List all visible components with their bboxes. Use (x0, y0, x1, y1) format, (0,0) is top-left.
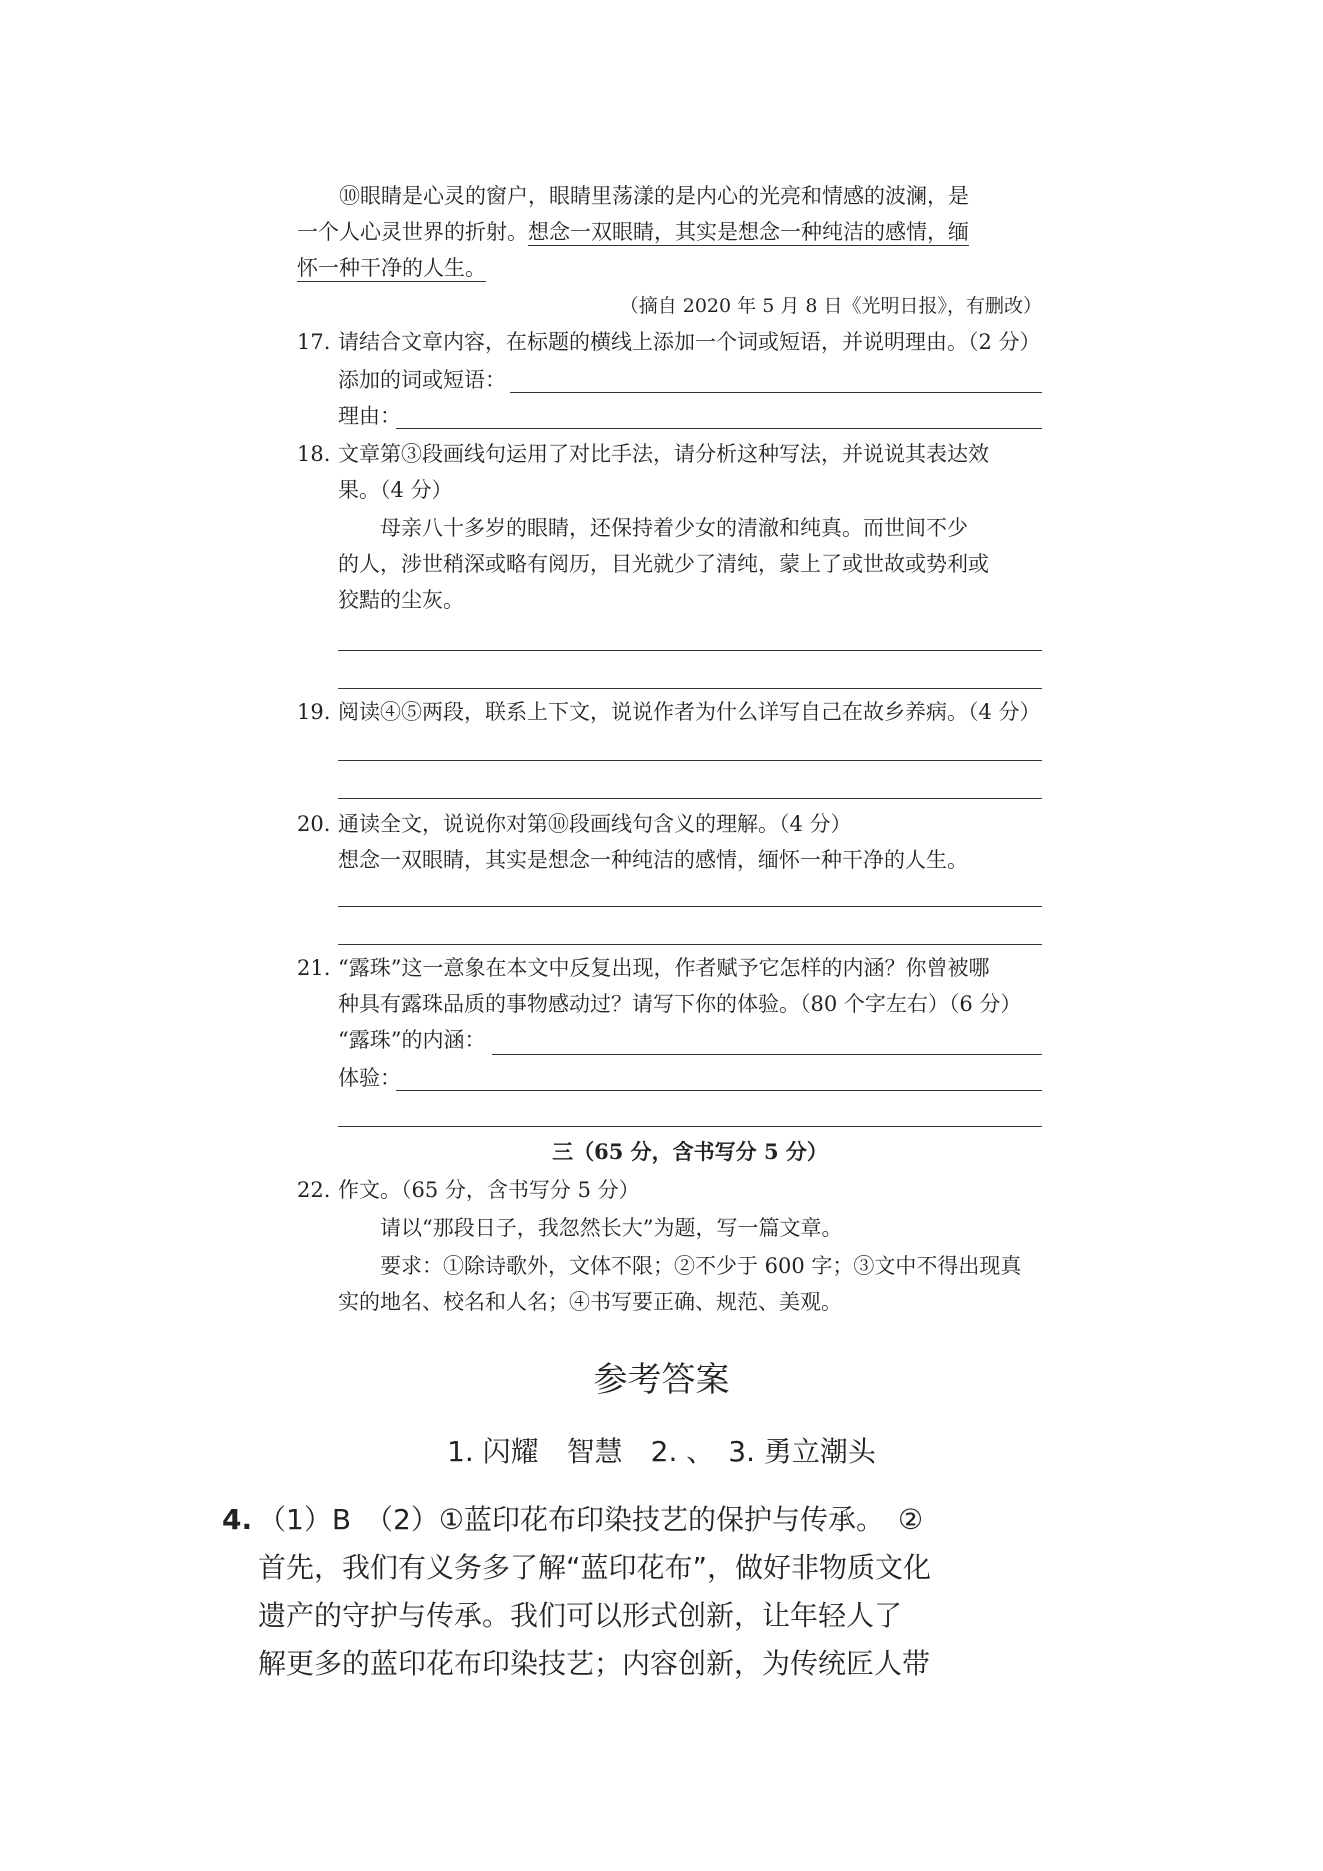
passage-source: （摘自 2020 年 5 月 8 日《光明日报》，有删改） (619, 295, 1042, 317)
q17-text: 请结合文章内容，在标题的横线上添加一个词或短语，并说明理由。（2 分） (338, 330, 1041, 354)
q17-label-word: 添加的词或短语： (338, 368, 506, 392)
q17-number: 17. (297, 330, 331, 354)
q18-answer-line-1[interactable] (338, 650, 1042, 651)
answer-4-line4: 解更多的蓝印花布印染技艺；内容创新，为传统匠人带 (258, 1647, 931, 1680)
q20-text: 通读全文，说说你对第⑩段画线句含义的理解。（4 分） (338, 812, 852, 836)
q21-experience-answer-line-2[interactable] (338, 1126, 1042, 1127)
answer-4-line2: 首先，我们有义务多了解“蓝印花布”，做好非物质文化 (258, 1551, 932, 1584)
q21-text-line1: “露珠”这一意象在本文中反复出现，作者赋予它怎样的内涵？你曾被哪 (338, 956, 990, 980)
q19-number: 19. (297, 700, 331, 724)
q21-label-experience: 体验： (338, 1066, 401, 1090)
passage-p10-plain: 一个人心灵世界的折射。 (297, 220, 528, 244)
q22-requirements-line2: 实的地名、校名和人名；④书写要正确、规范、美观。 (338, 1290, 842, 1314)
q21-connotation-answer-line[interactable] (492, 1054, 1042, 1055)
q18-text-line1: 文章第③段画线句运用了对比手法，请分析这种写法，并说说其表达效 (338, 442, 989, 466)
q17-label-reason: 理由： (338, 404, 401, 428)
answer-4-number: 4. (222, 1503, 253, 1536)
answers-1-3: 1. 闪耀 智慧 2. 、 3. 勇立潮头 (447, 1435, 876, 1468)
q19-answer-line-2[interactable] (338, 798, 1042, 799)
q20-answer-line-2[interactable] (338, 944, 1042, 945)
q22-requirements-line1: 要求：①除诗歌外，文体不限；②不少于 600 字；③文中不得出现真 (380, 1254, 1022, 1278)
passage-underlined-sentence-part2: 怀一种干净的人生。 (297, 256, 486, 280)
q21-number: 21. (297, 956, 331, 980)
passage-p10-line3 (297, 250, 1042, 286)
q20-quote: 想念一双眼睛，其实是想念一种纯洁的感情，缅怀一种干净的人生。 (338, 848, 968, 872)
passage-p10-line1: ⑩眼睛是心灵的窗户，眼睛里荡漾的是内心的光亮和情感的波澜，是 (339, 184, 969, 208)
answer-4-line3: 遗产的守护与传承。我们可以形式创新，让年轻人了 (258, 1599, 903, 1632)
answer-4-line1: （1）B （2）①蓝印花布印染技艺的保护与传承。 ② (258, 1503, 924, 1536)
q19-answer-line-1[interactable] (338, 760, 1042, 761)
passage-underlined-sentence-part1: 想念一双眼睛，其实是想念一种纯洁的感情，缅 (528, 220, 969, 244)
q22-text: 作文。（65 分，含书写分 5 分） (338, 1178, 640, 1202)
q18-quote-line2: 的人，涉世稍深或略有阅历，目光就少了清纯，蒙上了或世故或势利或 (338, 552, 989, 576)
q21-label-connotation: “露珠”的内涵： (338, 1028, 486, 1052)
section-3-heading: 三（65 分，含书写分 5 分） (552, 1139, 828, 1164)
q18-text-line2: 果。（4 分） (338, 478, 453, 502)
q20-number: 20. (297, 812, 331, 836)
q19-text: 阅读④⑤两段，联系上下文，说说作者为什么详写自己在故乡养病。（4 分） (338, 700, 1041, 724)
q17-word-answer-line[interactable] (510, 392, 1042, 393)
q22-prompt: 请以“那段日子，我忽然长大”为题，写一篇文章。 (380, 1216, 843, 1240)
q21-experience-answer-line-1[interactable] (396, 1090, 1042, 1091)
q20-answer-line-1[interactable] (338, 906, 1042, 907)
q18-quote-line1: 母亲八十多岁的眼睛，还保持着少女的清澈和纯真。而世间不少 (380, 516, 968, 540)
q21-text-line2: 种具有露珠品质的事物感动过？请写下你的体验。（80 个字左右）（6 分） (338, 992, 1022, 1016)
passage-p10-line2 (297, 214, 1042, 250)
q18-quote-line3: 狡黠的尘灰。 (338, 588, 464, 612)
answers-title: 参考答案 (593, 1360, 730, 1400)
q17-reason-answer-line[interactable] (396, 428, 1042, 429)
q22-number: 22. (297, 1178, 331, 1202)
q18-number: 18. (297, 442, 331, 466)
q18-answer-line-2[interactable] (338, 688, 1042, 689)
